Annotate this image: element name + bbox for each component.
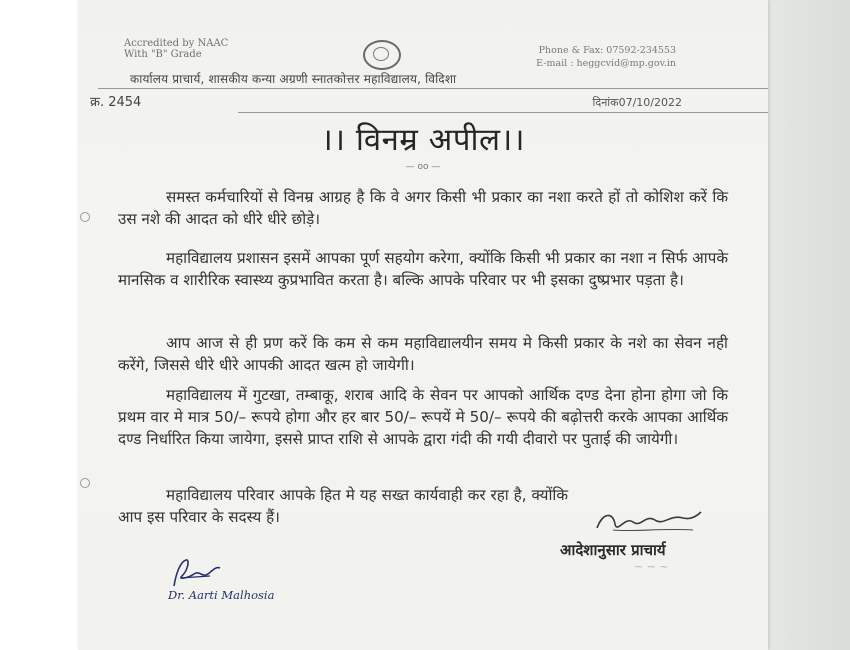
letterhead-contact [536, 44, 676, 70]
punch-hole [80, 478, 90, 488]
punch-hole [80, 212, 90, 222]
college-seal-icon [363, 40, 401, 70]
office-line: कार्यालय प्राचार्य, शासकीय कन्या अग्रणी स्नातकोत्तर महाविद्यालय, विदिशा [130, 72, 457, 86]
letter-date: दिनांक07/10/2022 [592, 96, 682, 109]
title-ornament: — oo — [405, 162, 441, 172]
paragraph-3: आप आज से ही प्रण करें कि कम से कम महाविद्यालयीन समय मे किसी प्रकार के नशे का सेवन नही करेंगे, जिससे धीरे धीरे आपकी आदत खत्म हो जायेगी। [118, 334, 728, 374]
background-right [765, 0, 850, 650]
handwritten-initials-icon [166, 556, 226, 590]
document-page [78, 0, 768, 650]
handwritten-name: Dr. Aarti Malhosia [168, 588, 275, 602]
grade-line: With "B" Grade [124, 49, 202, 60]
paragraph-4: महाविद्यालय में गुटखा, तम्बाकू, शराब आदि के सेवन पर आपको आर्थिक दण्ड देना होना होगा जो कि प्रथम वार मे मात्र 50/– रूपये होगा और हर बार 50/– रूपयें मे 50/– रूपये की बढ़ोत्तरी करके आपका आर्थिक दण्ड निर्धारित किया जायेगा, इससे प्राप्त राशि से आपके द्वारा गंदी की गयी दीवारो पर पुताई की जायेगी। [118, 386, 728, 448]
letterhead-accreditation [124, 38, 228, 60]
signatory-label: आदेशानुसार प्राचार्य [560, 541, 666, 559]
email-line: E-mail : heggcvid@mp.gov.in [536, 58, 676, 69]
page-title: ।। विनम्र अपील।। [320, 122, 526, 158]
header-rule-lower [238, 112, 768, 113]
accreditation-line: Accredited by NAAC [124, 38, 229, 49]
paragraph-5: महाविद्यालय परिवार आपके हित मे यह सख्त कार्यवाही कर रहा है, क्योंकि आप इस परिवार के सदस्य हैं। [118, 486, 568, 526]
header-rule [98, 88, 768, 89]
paragraph-1: समस्त कर्मचारियों से विनम्र आग्रह है कि वे अगर किसी भी प्रकार का नशा करते हों तो कोशिश करें कि उस नशे की आदत को धीरे धीरे छोड़े। [118, 188, 728, 228]
principal-signature-icon [593, 508, 703, 536]
faint-stamp: ~ ~ ~ [634, 560, 669, 573]
reference-number: क्र. 2454 [90, 95, 142, 110]
paragraph-2: महाविद्यालय प्रशासन इसमें आपका पूर्ण सहयोग करेगा, क्योंकि किसी भी प्रकार का नशा न सिर्फ आपके मानसिक व शारीरिक स्वास्थ्य कुप्रभावित करता है। बल्कि आपके परिवार पर भी इसका दुष्प्रभार पड़ता है। [118, 249, 728, 289]
phone-line: Phone & Fax: 07592-234553 [538, 45, 676, 56]
